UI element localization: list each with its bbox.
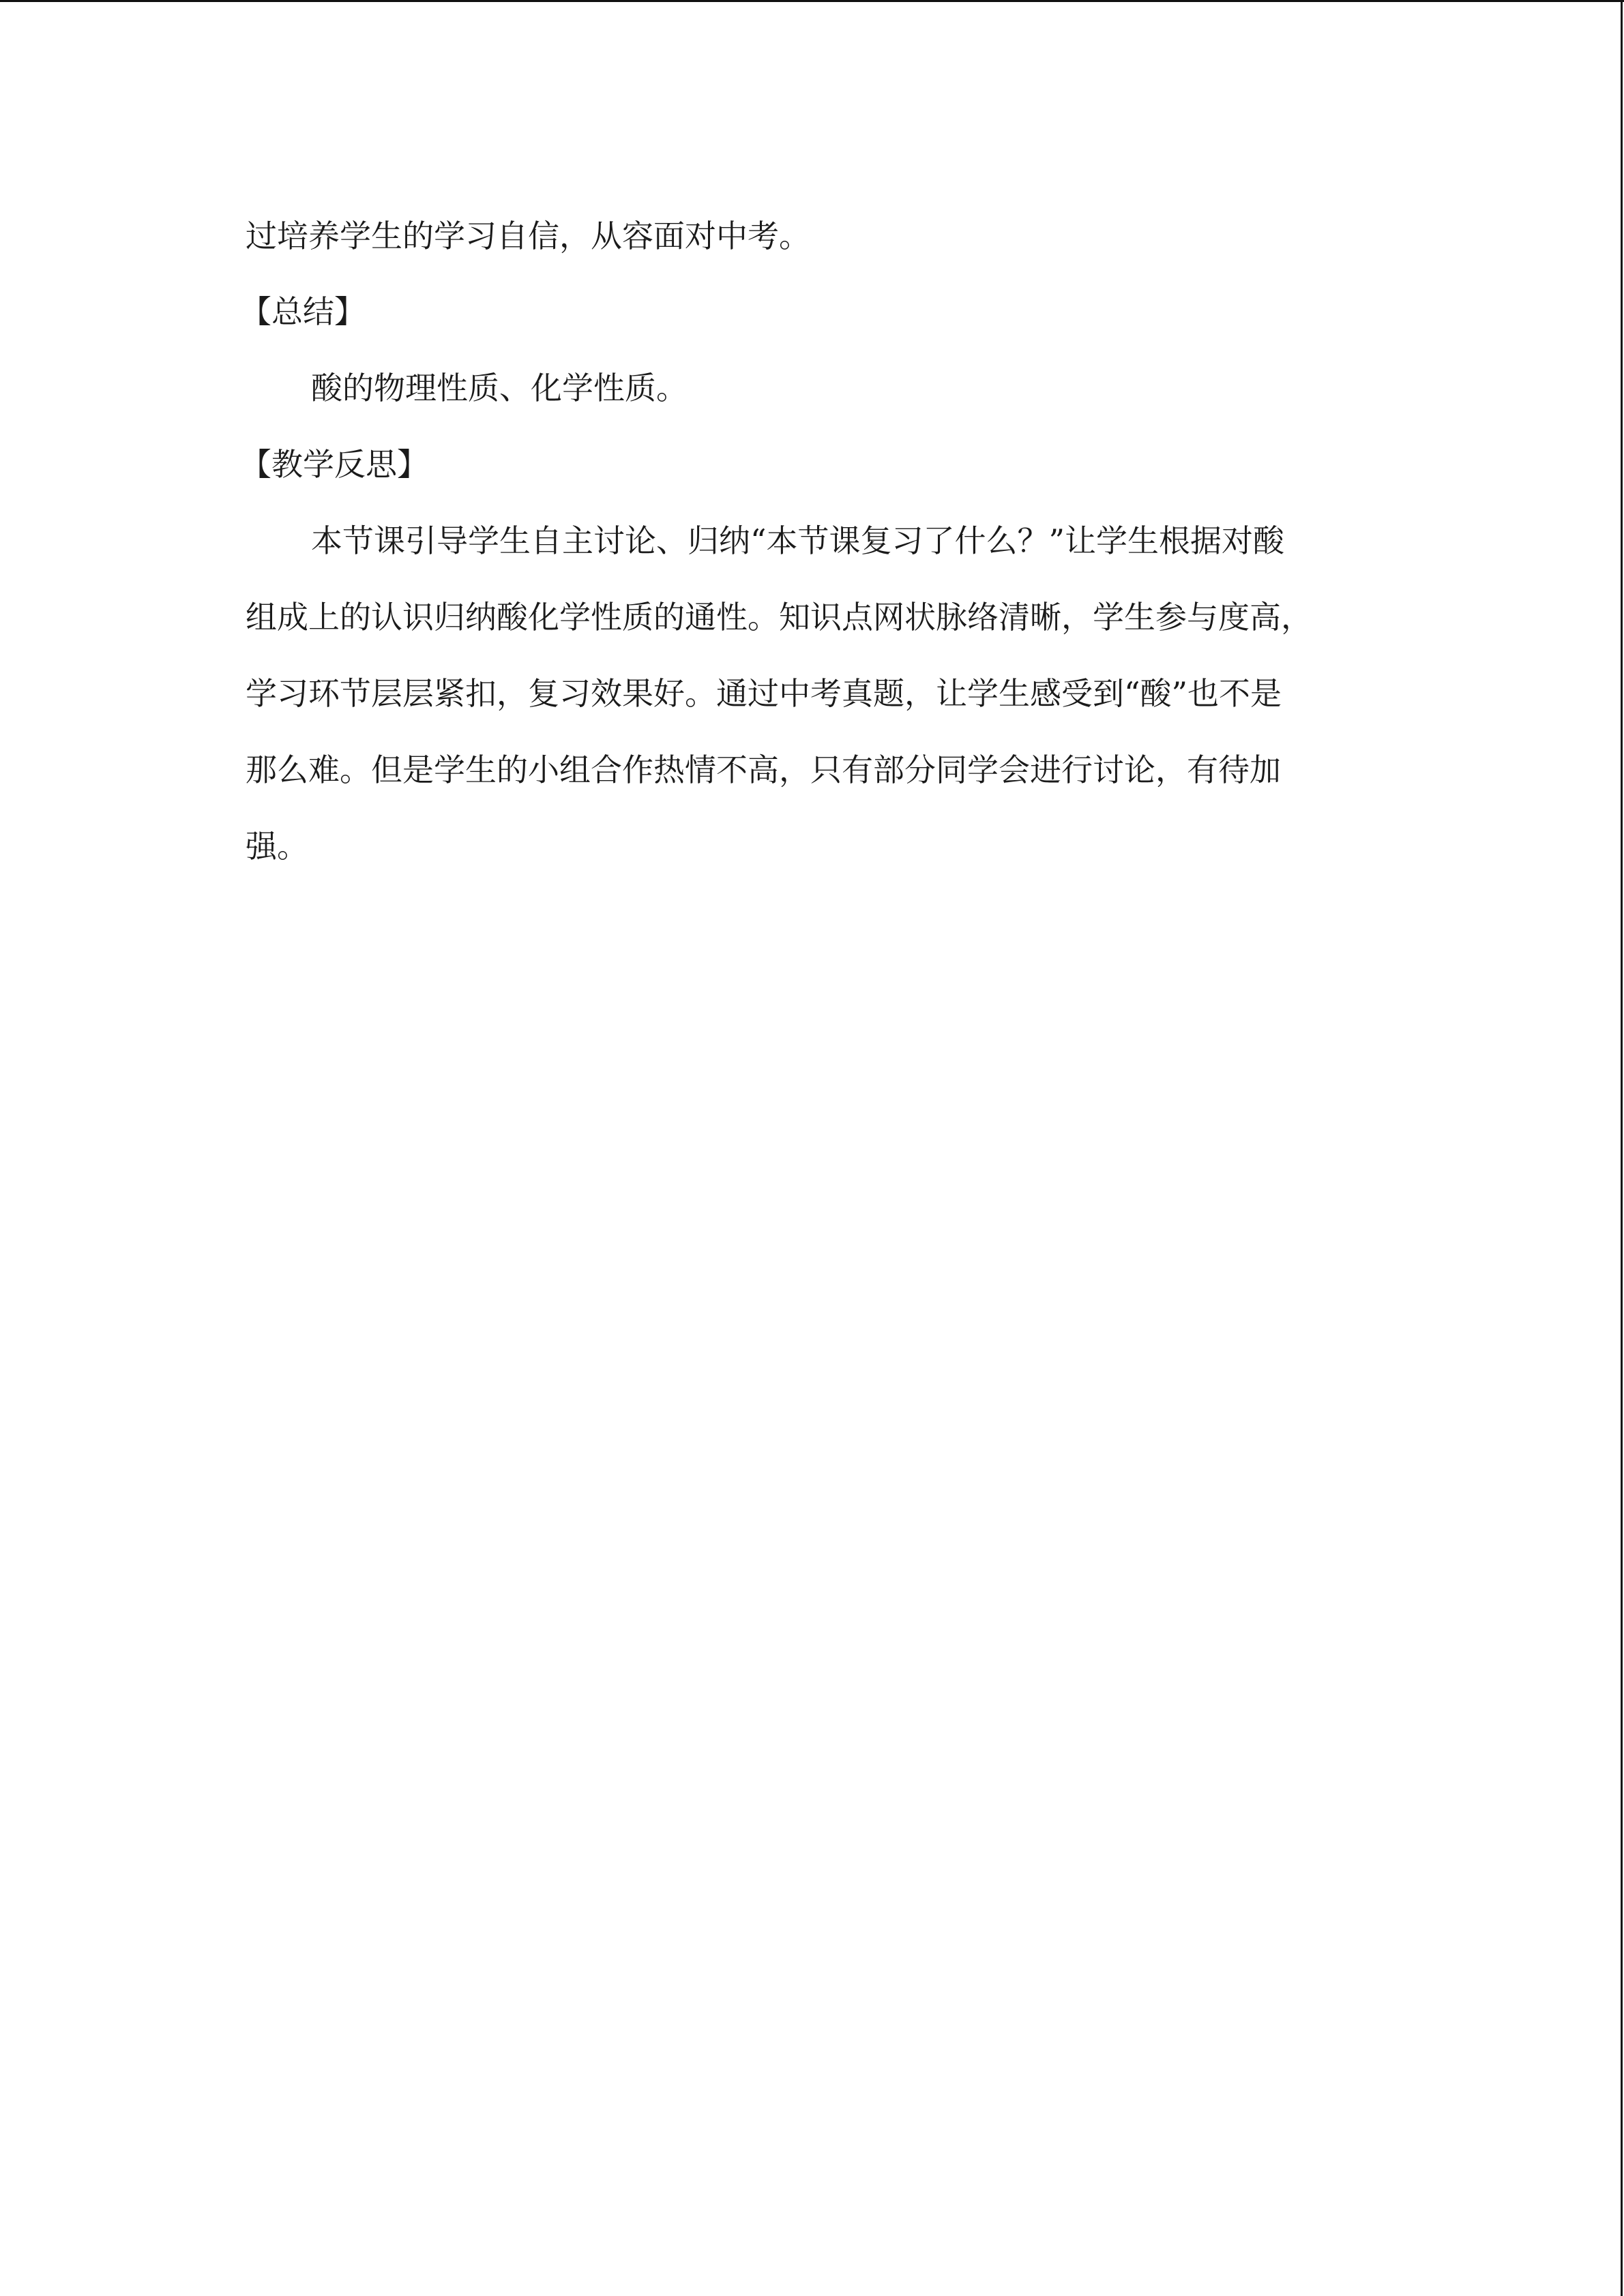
- page-border-right: [1621, 0, 1623, 2296]
- reflection-line-5: 强。: [246, 828, 308, 865]
- page-border-top: [0, 0, 1624, 2]
- summary-heading: 【总结】: [240, 293, 366, 330]
- reflection-line-1: 本节课引导学生自主讨论、归纳“本节课复习了什么？”让学生根据对酸: [311, 522, 1285, 559]
- summary-text: 酸的物理性质、化学性质。: [311, 370, 688, 406]
- document-body: [240, 215, 1364, 884]
- reflection-line-3: 学习环节层层紧扣，复习效果好。通过中考真题，让学生感受到“酸”也不是: [246, 675, 1282, 712]
- reflection-line-2: 组成上的认识归纳酸化学性质的通性。知识点网状脉络清晰，学生参与度高，: [246, 599, 1312, 636]
- reflection-paragraph: [246, 503, 1364, 884]
- reflection-heading: 【教学反思】: [240, 446, 428, 483]
- continuation-line: 过培养学生的学习自信，从容面对中考。: [246, 218, 810, 254]
- reflection-line-4: 那么难。但是学生的小组合作热情不高，只有部分同学会进行讨论，有待加: [246, 751, 1281, 788]
